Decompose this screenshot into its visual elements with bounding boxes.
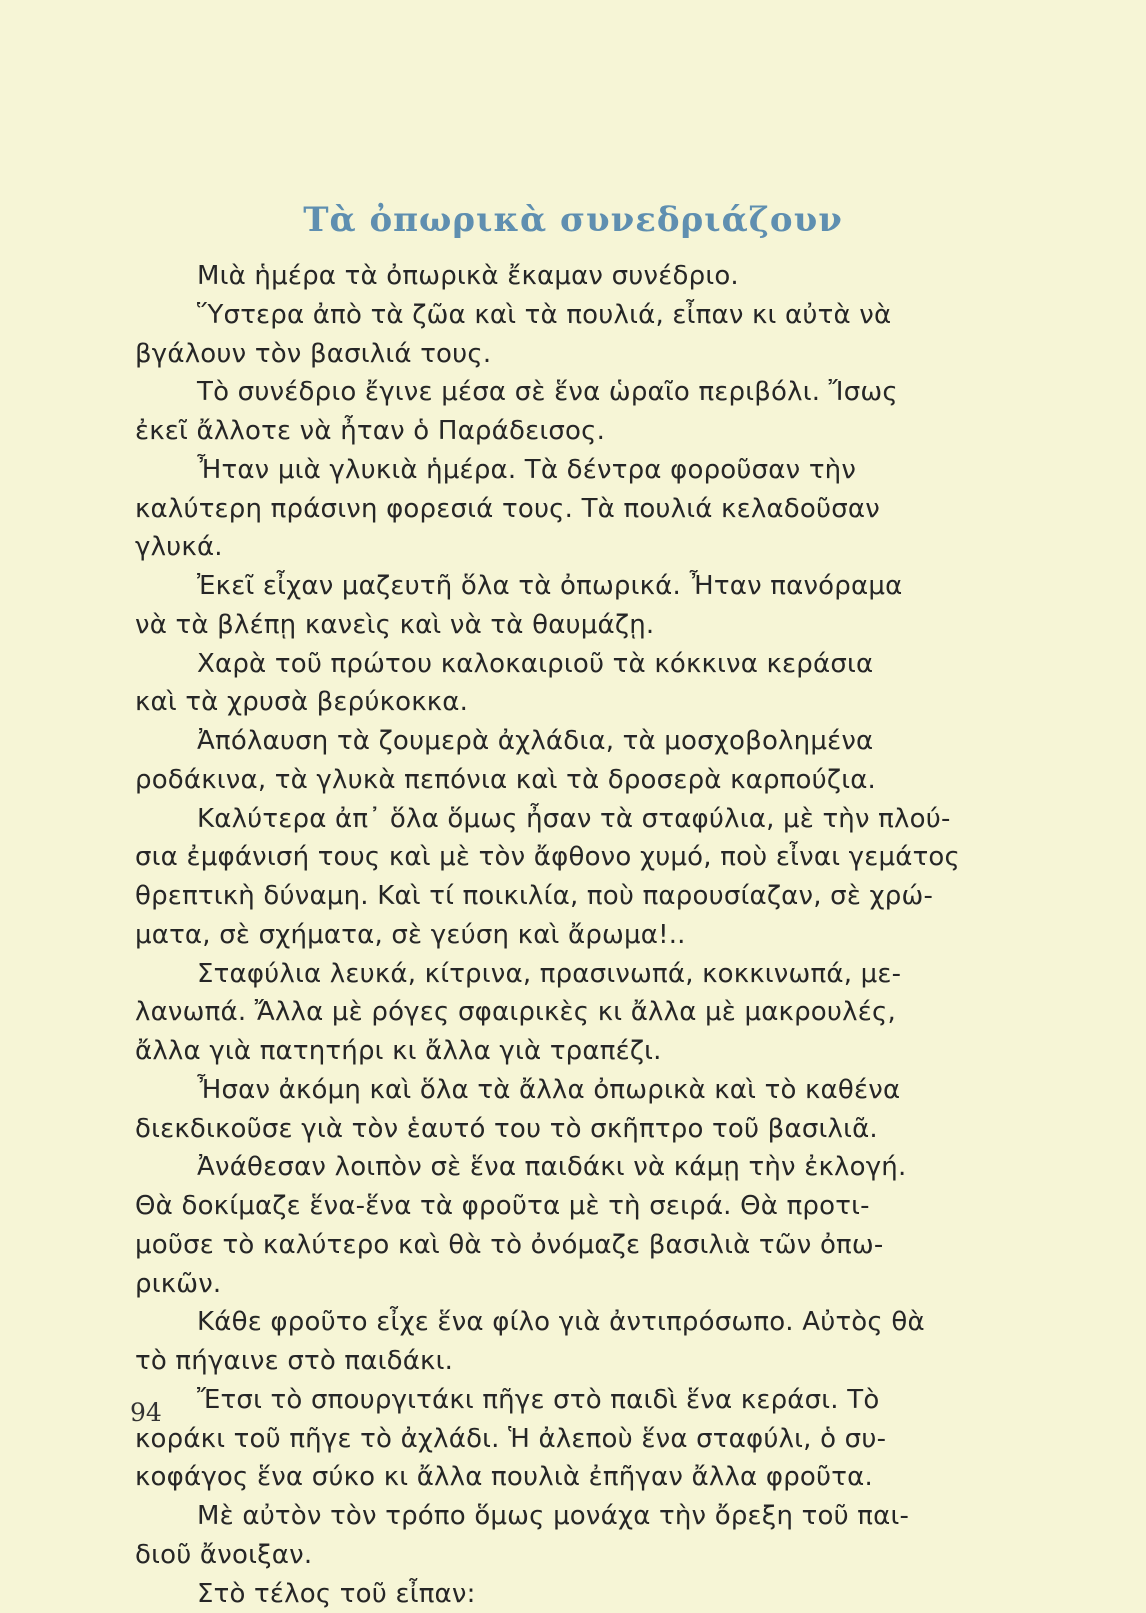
page-number: 94 (130, 1398, 162, 1427)
text-line: Τὸ συνέδριο ἔγινε μέσα σὲ ἕνα ὡραῖο περιβόλι. Ἴσως (135, 373, 1025, 412)
text-line: Ἐκεῖ εἶχαν μαζευτῆ ὅλα τὰ ὀπωρικά. Ἦταν πανόραμα (135, 567, 1025, 606)
text-line: μοῦσε τὸ καλύτερο καὶ θὰ τὸ ὀνόμαζε βασιλιὰ τῶν ὀπω- (135, 1226, 1025, 1265)
text-line: Ἀπόλαυση τὰ ζουμερὰ ἀχλάδια, τὰ μοσχοβολημένα (135, 722, 1025, 761)
text-line: Θὰ δοκίμαζε ἕνα-ἕνα τὰ φροῦτα μὲ τὴ σειρά. Θὰ προτι- (135, 1187, 1025, 1226)
text-line: ρικῶν. (135, 1265, 1025, 1304)
text-line: ροδάκινα, τὰ γλυκὰ πεπόνια καὶ τὰ δροσερὰ καρπούζια. (135, 761, 1025, 800)
chapter-title: Τὰ ὀπωρικὰ συνεδριάζουν (0, 200, 1146, 240)
text-line: σια ἐμφάνισή τους καὶ μὲ τὸν ἄφθονο χυμό, ποὺ εἶναι γεμάτος (135, 838, 1025, 877)
text-line: Στὸ τέλος τοῦ εἶπαν: (135, 1575, 1025, 1613)
text-line: Μὲ αὐτὸν τὸν τρόπο ὅμως μονάχα τὴν ὄρεξη τοῦ παι- (135, 1497, 1025, 1536)
text-line: γλυκά. (135, 528, 1025, 567)
body-text (135, 257, 1025, 1613)
text-line: Ἀνάθεσαν λοιπὸν σὲ ἕνα παιδάκι νὰ κάμῃ τὴν ἐκλογή. (135, 1148, 1025, 1187)
text-line: Καλύτερα ἀπ᾿ ὅλα ὅμως ἦσαν τὰ σταφύλια, μὲ τὴν πλού- (135, 800, 1025, 839)
text-line: Χαρὰ τοῦ πρώτου καλοκαιριοῦ τὰ κόκκινα κεράσια (135, 645, 1025, 684)
text-line: διοῦ ἄνοιξαν. (135, 1536, 1025, 1575)
text-line: Μιὰ ἡμέρα τὰ ὀπωρικὰ ἔκαμαν συνέδριο. (135, 257, 1025, 296)
text-line: κοφάγος ἕνα σύκο κι ἄλλα πουλιὰ ἐπῆγαν ἄλλα φροῦτα. (135, 1458, 1025, 1497)
text-line: βγάλουν τὸν βασιλιά τους. (135, 335, 1025, 374)
text-line: λανωπά. Ἄλλα μὲ ρόγες σφαιρικὲς κι ἄλλα μὲ μακρουλές, (135, 993, 1025, 1032)
text-line: διεκδικοῦσε γιὰ τὸν ἑαυτό του τὸ σκῆπτρο τοῦ βασιλιᾶ. (135, 1110, 1025, 1149)
text-line: καλύτερη πράσινη φορεσιά τους. Τὰ πουλιά κελαδοῦσαν (135, 490, 1025, 529)
text-line: Ἦσαν ἀκόμη καὶ ὅλα τὰ ἄλλα ὀπωρικὰ καὶ τὸ καθένα (135, 1071, 1025, 1110)
text-line: Ἔτσι τὸ σπουργιτάκι πῆγε στὸ παιδὶ ἕνα κεράσι. Τὸ (135, 1381, 1025, 1420)
text-line: Ἦταν μιὰ γλυκιὰ ἡμέρα. Τὰ δέντρα φοροῦσαν τὴν (135, 451, 1025, 490)
text-line: Ὕστερα ἀπὸ τὰ ζῶα καὶ τὰ πουλιά, εἶπαν κι αὐτὰ νὰ (135, 296, 1025, 335)
text-line: τὸ πήγαινε στὸ παιδάκι. (135, 1342, 1025, 1381)
text-line: κοράκι τοῦ πῆγε τὸ ἀχλάδι. Ἡ ἀλεποὺ ἕνα σταφύλι, ὁ συ- (135, 1420, 1025, 1459)
text-line: καὶ τὰ χρυσὰ βερύκοκκα. (135, 683, 1025, 722)
text-line: ματα, σὲ σχήματα, σὲ γεύση καὶ ἄρωμα!.. (135, 916, 1025, 955)
text-line: Κάθε φροῦτο εἶχε ἕνα φίλο γιὰ ἀντιπρόσωπο. Αὐτὸς θὰ (135, 1303, 1025, 1342)
text-line: Σταφύλια λευκά, κίτρινα, πρασινωπά, κοκκινωπά, με- (135, 955, 1025, 994)
text-line: νὰ τὰ βλέπῃ κανεὶς καὶ νὰ τὰ θαυμάζῃ. (135, 606, 1025, 645)
text-line: θρεπτικὴ δύναμη. Καὶ τί ποικιλία, ποὺ παρουσίαζαν, σὲ χρώ- (135, 877, 1025, 916)
text-line: ἄλλα γιὰ πατητήρι κι ἄλλα γιὰ τραπέζι. (135, 1032, 1025, 1071)
text-line: ἐκεῖ ἄλλοτε νὰ ἦταν ὁ Παράδεισος. (135, 412, 1025, 451)
